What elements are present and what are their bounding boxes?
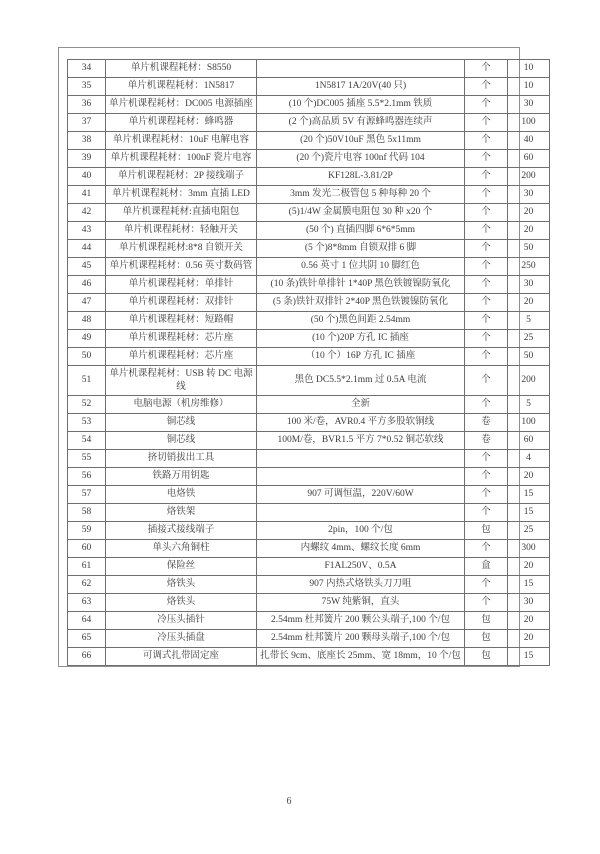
qty-cell: 100 xyxy=(508,114,550,132)
spec-cell: 2pin，100 个/包 xyxy=(257,522,465,540)
spec-cell: (50 个)黑色间距 2.54mm xyxy=(257,312,465,330)
qty-cell: 300 xyxy=(508,540,550,558)
name-cell: 单片机课程耗材：0.56 英寸数码管 xyxy=(106,258,257,276)
spec-cell: (5 条)铁针双排针 2*40P 黑色铁镀镍防氧化 xyxy=(257,294,465,312)
spec-cell: (20 个)50V10uF 黑色 5x11mm xyxy=(257,132,465,150)
qty-cell: 250 xyxy=(508,258,550,276)
unit-cell: 个 xyxy=(465,78,508,96)
seq-cell: 59 xyxy=(68,522,106,540)
page-number: 6 xyxy=(286,796,292,807)
qty-cell: 10 xyxy=(508,78,550,96)
table-row xyxy=(68,78,550,96)
seq-cell: 35 xyxy=(68,78,106,96)
unit-cell: 个 xyxy=(465,276,508,294)
name-cell: 插接式接线端子 xyxy=(106,522,257,540)
spec-cell: 1N5817 1A/20V(40 只) xyxy=(257,78,465,96)
spec-cell: （10 个）16P 方孔 IC 插座 xyxy=(257,348,465,366)
unit-cell: 个 xyxy=(465,312,508,330)
seq-cell: 47 xyxy=(68,294,106,312)
spec-cell: (10 个)20P 方孔 IC 插座 xyxy=(257,330,465,348)
spec-cell: 100 米/卷，AVR0.4 平方多股软铜线 xyxy=(257,414,465,432)
qty-cell: 30 xyxy=(508,276,550,294)
name-cell: 单片机课程耗材：蜂鸣器 xyxy=(106,114,257,132)
name-cell: 单片机课程耗材：芯片座 xyxy=(106,348,257,366)
unit-cell: 个 xyxy=(465,504,508,522)
table-row xyxy=(68,468,550,486)
table-row xyxy=(68,222,550,240)
qty-cell: 100 xyxy=(508,414,550,432)
spec-cell: 0.56 英寸 1 位共阴 10 脚红色 xyxy=(257,258,465,276)
table-row xyxy=(68,396,550,414)
table-row xyxy=(68,348,550,366)
qty-cell: 20 xyxy=(508,558,550,576)
seq-cell: 50 xyxy=(68,348,106,366)
name-cell: 单片机课程耗材：双排针 xyxy=(106,294,257,312)
table-row xyxy=(68,204,550,222)
qty-cell: 4 xyxy=(508,450,550,468)
name-cell: 烙铁架 xyxy=(106,504,257,522)
seq-cell: 58 xyxy=(68,504,106,522)
unit-cell: 个 xyxy=(465,132,508,150)
table-row xyxy=(68,540,550,558)
spec-cell: 907 内热式烙铁头刀刀咀 xyxy=(257,576,465,594)
spec-cell: (5)1/4W 金属膜电阻包 30 种 x20 个 xyxy=(257,204,465,222)
unit-cell: 个 xyxy=(465,330,508,348)
qty-cell: 20 xyxy=(508,222,550,240)
seq-cell: 44 xyxy=(68,240,106,258)
spec-cell: 907 可调恒温，220V/60W xyxy=(257,486,465,504)
unit-cell: 包 xyxy=(465,522,508,540)
unit-cell: 个 xyxy=(465,348,508,366)
seq-cell: 42 xyxy=(68,204,106,222)
qty-cell: 5 xyxy=(508,312,550,330)
spec-cell: 扎带长 9cm、底座长 25mm、宽 18mm，10 个/包 xyxy=(257,648,465,666)
name-cell: 单片机课程耗材：2P 接线端子 xyxy=(106,168,257,186)
spec-cell: 2.54mm 杜邦簧片 200 颗母头端子,100 个/包 xyxy=(257,630,465,648)
unit-cell: 个 xyxy=(465,96,508,114)
qty-cell: 60 xyxy=(508,432,550,450)
seq-cell: 55 xyxy=(68,450,106,468)
seq-cell: 61 xyxy=(68,558,106,576)
table-row xyxy=(68,186,550,204)
table-row xyxy=(68,240,550,258)
name-cell: 单片机课程耗材：100nF 瓷片电容 xyxy=(106,150,257,168)
spec-cell: KF128L-3.81/2P xyxy=(257,168,465,186)
table-row xyxy=(68,486,550,504)
qty-cell: 15 xyxy=(508,504,550,522)
name-cell: 保险丝 xyxy=(106,558,257,576)
spec-cell: 100M/卷，BVR1.5 平方 7*0.52 铜芯软线 xyxy=(257,432,465,450)
unit-cell: 包 xyxy=(465,630,508,648)
qty-cell: 60 xyxy=(508,150,550,168)
seq-cell: 66 xyxy=(68,648,106,666)
seq-cell: 54 xyxy=(68,432,106,450)
name-cell: 单片机课程耗材：芯片座 xyxy=(106,330,257,348)
name-cell: 单片机课程耗材:8*8 自锁开关 xyxy=(106,240,257,258)
table-row xyxy=(68,294,550,312)
unit-cell: 个 xyxy=(465,60,508,78)
table-row xyxy=(68,330,550,348)
spec-cell: (50 个) 直插四脚 6*6*5mm xyxy=(257,222,465,240)
unit-cell: 个 xyxy=(465,486,508,504)
table-row xyxy=(68,60,550,78)
name-cell: 单片机课程耗材：1N5817 xyxy=(106,78,257,96)
name-cell: 单片机课程耗材:直插电阻包 xyxy=(106,204,257,222)
spec-cell xyxy=(257,504,465,522)
name-cell: 电烙铁 xyxy=(106,486,257,504)
unit-cell: 个 xyxy=(465,258,508,276)
seq-cell: 39 xyxy=(68,150,106,168)
name-cell: 电脑电源（机房维修） xyxy=(106,396,257,414)
table-row xyxy=(68,522,550,540)
qty-cell: 30 xyxy=(508,594,550,612)
seq-cell: 56 xyxy=(68,468,106,486)
unit-cell: 卷 xyxy=(465,414,508,432)
qty-cell: 10 xyxy=(508,60,550,78)
seq-cell: 62 xyxy=(68,576,106,594)
qty-cell: 20 xyxy=(508,294,550,312)
spec-cell xyxy=(257,450,465,468)
qty-cell: 15 xyxy=(508,576,550,594)
table-row xyxy=(68,612,550,630)
unit-cell: 个 xyxy=(465,594,508,612)
spec-cell: 内螺纹 4mm、螺纹长度 6mm xyxy=(257,540,465,558)
table-row xyxy=(68,132,550,150)
seq-cell: 36 xyxy=(68,96,106,114)
seq-cell: 45 xyxy=(68,258,106,276)
qty-cell: 200 xyxy=(508,366,550,396)
unit-cell: 个 xyxy=(465,114,508,132)
seq-cell: 40 xyxy=(68,168,106,186)
unit-cell: 个 xyxy=(465,186,508,204)
qty-cell: 20 xyxy=(508,612,550,630)
qty-cell: 200 xyxy=(508,168,550,186)
spec-cell: (5 个)8*8mm 自锁双排 6 脚 xyxy=(257,240,465,258)
seq-cell: 38 xyxy=(68,132,106,150)
seq-cell: 60 xyxy=(68,540,106,558)
table-row xyxy=(68,576,550,594)
unit-cell: 个 xyxy=(465,450,508,468)
seq-cell: 53 xyxy=(68,414,106,432)
unit-cell: 个 xyxy=(465,366,508,396)
table-row xyxy=(68,168,550,186)
qty-cell: 15 xyxy=(508,648,550,666)
items-table xyxy=(67,59,550,666)
name-cell: 烙铁头 xyxy=(106,594,257,612)
name-cell: 冷压头插针 xyxy=(106,612,257,630)
qty-cell: 30 xyxy=(508,186,550,204)
unit-cell: 个 xyxy=(465,294,508,312)
unit-cell: 包 xyxy=(465,648,508,666)
unit-cell: 包 xyxy=(465,612,508,630)
table-row xyxy=(68,258,550,276)
qty-cell: 20 xyxy=(508,468,550,486)
unit-cell: 个 xyxy=(465,168,508,186)
name-cell: 铜芯线 xyxy=(106,432,257,450)
name-cell: 单片机课程耗材：轻触开关 xyxy=(106,222,257,240)
name-cell: 挤切销拔出工具 xyxy=(106,450,257,468)
name-cell: 铁路万用钥匙 xyxy=(106,468,257,486)
spec-cell xyxy=(257,60,465,78)
unit-cell: 个 xyxy=(465,240,508,258)
unit-cell: 盒 xyxy=(465,558,508,576)
qty-cell: 40 xyxy=(508,132,550,150)
table-row xyxy=(68,312,550,330)
table-row xyxy=(68,594,550,612)
name-cell: 冷压头插盘 xyxy=(106,630,257,648)
unit-cell: 个 xyxy=(465,540,508,558)
unit-cell: 个 xyxy=(465,576,508,594)
table-row xyxy=(68,432,550,450)
spec-cell: 75W 纯紫铜，直头 xyxy=(257,594,465,612)
unit-cell: 个 xyxy=(465,468,508,486)
qty-cell: 50 xyxy=(508,240,550,258)
name-cell: 可调式扎带固定座 xyxy=(106,648,257,666)
qty-cell: 20 xyxy=(508,204,550,222)
seq-cell: 51 xyxy=(68,366,106,396)
seq-cell: 34 xyxy=(68,60,106,78)
table-row xyxy=(68,150,550,168)
items-table-frame xyxy=(58,47,536,667)
seq-cell: 46 xyxy=(68,276,106,294)
table-row xyxy=(68,366,550,396)
table-row xyxy=(68,276,550,294)
spec-cell: 2.54mm 杜邦簧片 200 颗公头端子,100 个/包 xyxy=(257,612,465,630)
spec-cell: (20 个)瓷片电容 100nf 代码 104 xyxy=(257,150,465,168)
qty-cell: 50 xyxy=(508,348,550,366)
name-cell: 单片机课程耗材：DC005 电源插座 xyxy=(106,96,257,114)
seq-cell: 43 xyxy=(68,222,106,240)
table-row xyxy=(68,96,550,114)
table-row xyxy=(68,648,550,666)
unit-cell: 个 xyxy=(465,204,508,222)
seq-cell: 65 xyxy=(68,630,106,648)
unit-cell: 卷 xyxy=(465,432,508,450)
qty-cell: 15 xyxy=(508,486,550,504)
qty-cell: 5 xyxy=(508,396,550,414)
qty-cell: 25 xyxy=(508,522,550,540)
table-row xyxy=(68,114,550,132)
seq-cell: 63 xyxy=(68,594,106,612)
table-row xyxy=(68,558,550,576)
spec-cell: (10 条)铁针单排针 1*40P 黑色铁镀镍防氧化 xyxy=(257,276,465,294)
seq-cell: 64 xyxy=(68,612,106,630)
seq-cell: 48 xyxy=(68,312,106,330)
name-cell: 单片机课程耗材：S8550 xyxy=(106,60,257,78)
table-row xyxy=(68,630,550,648)
seq-cell: 52 xyxy=(68,396,106,414)
seq-cell: 41 xyxy=(68,186,106,204)
table-row xyxy=(68,504,550,522)
spec-cell: 黑色 DC5.5*2.1mm 过 0.5A 电流 xyxy=(257,366,465,396)
seq-cell: 57 xyxy=(68,486,106,504)
table-row xyxy=(68,414,550,432)
unit-cell: 个 xyxy=(465,150,508,168)
spec-cell: 3mm 发光二极管包 5 种每种 20 个 xyxy=(257,186,465,204)
qty-cell: 25 xyxy=(508,330,550,348)
table-row xyxy=(68,450,550,468)
name-cell: 单片机课程耗材：单排针 xyxy=(106,276,257,294)
name-cell: 单头六角铜柱 xyxy=(106,540,257,558)
name-cell: 烙铁头 xyxy=(106,576,257,594)
qty-cell: 20 xyxy=(508,630,550,648)
unit-cell: 个 xyxy=(465,396,508,414)
spec-cell xyxy=(257,468,465,486)
seq-cell: 49 xyxy=(68,330,106,348)
spec-cell: 全新 xyxy=(257,396,465,414)
name-cell: 单片机课程耗材：USB 转 DC 电源线 xyxy=(106,366,257,396)
seq-cell: 37 xyxy=(68,114,106,132)
qty-cell: 30 xyxy=(508,96,550,114)
spec-cell: (10 个)DC005 插座 5.5*2.1mm 铁质 xyxy=(257,96,465,114)
name-cell: 单片机课程耗材：10uF 电解电容 xyxy=(106,132,257,150)
name-cell: 铜芯线 xyxy=(106,414,257,432)
name-cell: 单片机课程耗材：3mm 直插 LED xyxy=(106,186,257,204)
spec-cell: F1AL250V、0.5A xyxy=(257,558,465,576)
unit-cell: 个 xyxy=(465,222,508,240)
spec-cell: (2 个)高品质 5V 有源蜂鸣器连续声 xyxy=(257,114,465,132)
name-cell: 单片机课程耗材：短路帽 xyxy=(106,312,257,330)
